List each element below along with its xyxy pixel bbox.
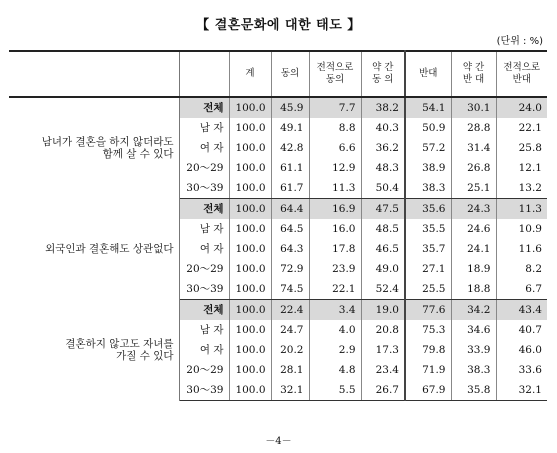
question-label-line: 외국인과 결혼해도 상관없다 <box>45 243 174 255</box>
group-label: 여 자 <box>199 344 224 356</box>
unit-label: (단위 : %) <box>496 36 543 47</box>
cell-somewhat-disagree: 33.9 <box>451 340 496 360</box>
cell-strongly-disagree: 11.3 <box>496 199 547 220</box>
header-agree: 동의 <box>271 51 309 97</box>
cell-strongly-disagree: 25.8 <box>496 138 547 158</box>
cell-agree: 45.9 <box>271 97 309 118</box>
cell-total: 100.0 <box>229 118 271 138</box>
cell-strongly-disagree: 22.1 <box>496 118 547 138</box>
cell-somewhat-agree: 19.0 <box>361 300 405 321</box>
cell-disagree: 79.8 <box>422 344 446 356</box>
cell-agree: 22.4 <box>271 300 309 321</box>
cell-agree: 20.2 <box>271 340 309 360</box>
cell-disagree: 35.7 <box>422 243 446 255</box>
header-somewhat-disagree-line2: 반 대 <box>462 74 485 85</box>
cell-somewhat-agree: 46.5 <box>361 239 405 259</box>
cell-somewhat-disagree: 24.1 <box>451 239 496 259</box>
cell-disagree: 25.5 <box>405 279 451 300</box>
cell-strongly-agree: 5.5 <box>309 380 361 401</box>
header-group <box>179 51 229 97</box>
cell-total: 100.0 <box>229 178 271 199</box>
cell-somewhat-disagree: 24.6 <box>451 219 496 239</box>
cell-strongly-disagree: 8.2 <box>496 259 547 279</box>
cell-strongly-agree: 6.6 <box>309 138 361 158</box>
header-strongly-agree-line1: 전적으로 <box>316 62 354 73</box>
cell-somewhat-disagree: 24.3 <box>451 199 496 220</box>
cell-strongly-agree: 16.0 <box>309 219 361 239</box>
group-label: 여 자 <box>199 142 224 154</box>
cell-agree: 32.1 <box>271 380 309 401</box>
cell-strongly-disagree: 12.1 <box>496 158 547 178</box>
cell-somewhat-disagree: 34.6 <box>451 320 496 340</box>
question-label <box>9 300 179 401</box>
cell-total: 100.0 <box>229 320 271 340</box>
cell-total: 100.0 <box>229 279 271 300</box>
cell-strongly-agree: 12.9 <box>309 158 361 178</box>
cell-total: 100.0 <box>229 239 271 259</box>
cell-somewhat-disagree: 28.8 <box>451 118 496 138</box>
header-strongly-disagree <box>496 51 547 97</box>
cell-somewhat-disagree: 31.4 <box>451 138 496 158</box>
cell-disagree: 67.9 <box>405 380 451 401</box>
cell-somewhat-disagree: 18.8 <box>451 279 496 300</box>
cell-disagree: 57.2 <box>422 142 446 154</box>
cell-disagree: 54.1 <box>405 97 451 118</box>
cell-total: 100.0 <box>229 380 271 401</box>
cell-total: 100.0 <box>229 300 271 321</box>
cell-somewhat-disagree: 35.8 <box>451 380 496 401</box>
cell-disagree: 27.1 <box>422 263 446 275</box>
cell-strongly-agree: 7.7 <box>309 97 361 118</box>
header-somewhat-agree-line2: 동 의 <box>372 74 394 85</box>
cell-somewhat-agree: 48.3 <box>361 158 405 178</box>
header-somewhat-agree-line1: 약 간 <box>372 62 394 73</box>
cell-somewhat-disagree: 26.8 <box>451 158 496 178</box>
cell-total: 100.0 <box>229 360 271 380</box>
question-label-line: 남녀가 결혼을 하지 않더라도 <box>41 136 174 149</box>
cell-agree: 74.5 <box>271 279 309 300</box>
header-disagree: 반대 <box>405 51 451 97</box>
cell-disagree: 75.3 <box>422 324 446 336</box>
question-label <box>9 97 179 199</box>
header-total: 계 <box>229 51 271 97</box>
page-number: －4－ <box>265 436 292 447</box>
group-label: 전체 <box>179 199 229 220</box>
cell-somewhat-disagree: 25.1 <box>451 178 496 199</box>
cell-total: 100.0 <box>229 97 271 118</box>
group-label: 남 자 <box>199 223 224 235</box>
question-label-line: 가질 수 있다 <box>116 350 174 362</box>
cell-somewhat-agree: 48.5 <box>361 219 405 239</box>
cell-total: 100.0 <box>229 158 271 178</box>
cell-strongly-disagree: 40.7 <box>496 320 547 340</box>
cell-strongly-agree: 4.0 <box>309 320 361 340</box>
header-strongly-agree-line2: 동의 <box>325 74 345 85</box>
cell-somewhat-disagree: 18.9 <box>451 259 496 279</box>
cell-strongly-disagree: 33.6 <box>496 360 547 380</box>
cell-strongly-agree: 11.3 <box>309 178 361 199</box>
cell-agree: 64.5 <box>271 219 309 239</box>
cell-somewhat-disagree: 30.1 <box>451 97 496 118</box>
cell-strongly-agree: 17.8 <box>309 239 361 259</box>
cell-strongly-disagree: 6.7 <box>496 279 547 300</box>
cell-somewhat-agree: 52.4 <box>361 279 405 300</box>
cell-agree: 61.1 <box>271 158 309 178</box>
cell-somewhat-disagree: 38.3 <box>451 360 496 380</box>
header-strongly-disagree-line1: 전적으로 <box>503 62 541 73</box>
table-row-total <box>9 300 547 321</box>
cell-somewhat-agree: 49.0 <box>361 259 405 279</box>
cell-agree: 24.7 <box>271 320 309 340</box>
cell-somewhat-agree: 20.8 <box>361 320 405 340</box>
group-label: 남 자 <box>199 324 224 336</box>
cell-disagree: 71.9 <box>422 364 446 376</box>
group-label: 여 자 <box>199 243 224 255</box>
cell-somewhat-agree: 50.4 <box>361 178 405 199</box>
header-somewhat-disagree-line1: 약 간 <box>462 62 485 73</box>
cell-somewhat-agree: 23.4 <box>361 360 405 380</box>
cell-agree: 64.4 <box>271 199 309 220</box>
question-label-line: 함께 살 수 있다 <box>102 148 174 161</box>
cell-strongly-agree: 16.9 <box>309 199 361 220</box>
cell-strongly-agree: 23.9 <box>309 259 361 279</box>
cell-somewhat-agree: 26.7 <box>361 380 405 401</box>
cell-strongly-disagree: 43.4 <box>496 300 547 321</box>
cell-total: 100.0 <box>229 259 271 279</box>
cell-agree: 72.9 <box>271 259 309 279</box>
group-label: 20～29 <box>186 364 224 376</box>
question-label <box>9 199 179 300</box>
header-strongly-agree <box>309 51 361 97</box>
group-label: 남 자 <box>199 122 224 134</box>
group-label: 30～39 <box>179 380 229 401</box>
table-row-total <box>9 199 547 220</box>
cell-strongly-disagree: 11.6 <box>496 239 547 259</box>
header-somewhat-disagree <box>451 51 496 97</box>
cell-somewhat-agree: 36.2 <box>361 138 405 158</box>
cell-agree: 61.7 <box>271 178 309 199</box>
cell-strongly-disagree: 46.0 <box>496 340 547 360</box>
cell-strongly-disagree: 32.1 <box>496 380 547 401</box>
header-strongly-disagree-line2: 반대 <box>512 74 531 85</box>
cell-total: 100.0 <box>229 340 271 360</box>
table-title: 【 결혼문화에 대한 태도 】 <box>196 18 361 33</box>
cell-somewhat-agree: 17.3 <box>361 340 405 360</box>
cell-somewhat-agree: 40.3 <box>361 118 405 138</box>
cell-strongly-agree: 22.1 <box>309 279 361 300</box>
cell-strongly-agree: 8.8 <box>309 118 361 138</box>
table-body <box>9 97 547 401</box>
cell-strongly-disagree: 24.0 <box>496 97 547 118</box>
group-label: 전체 <box>179 300 229 321</box>
cell-agree: 64.3 <box>271 239 309 259</box>
table-row-total <box>9 97 547 118</box>
cell-agree: 28.1 <box>271 360 309 380</box>
cell-total: 100.0 <box>229 138 271 158</box>
cell-agree: 42.8 <box>271 138 309 158</box>
group-label: 20～29 <box>186 162 224 174</box>
cell-disagree: 38.9 <box>422 162 446 174</box>
cell-disagree: 35.6 <box>405 199 451 220</box>
cell-agree: 49.1 <box>271 118 309 138</box>
group-label: 20～29 <box>186 263 224 275</box>
cell-strongly-disagree: 13.2 <box>496 178 547 199</box>
cell-disagree: 38.3 <box>405 178 451 199</box>
group-label: 전체 <box>179 97 229 118</box>
cell-disagree: 77.6 <box>405 300 451 321</box>
cell-strongly-agree: 3.4 <box>309 300 361 321</box>
attitude-table <box>9 50 547 401</box>
cell-strongly-disagree: 10.9 <box>496 219 547 239</box>
cell-strongly-agree: 2.9 <box>309 340 361 360</box>
cell-disagree: 35.5 <box>422 223 446 235</box>
cell-disagree: 50.9 <box>422 122 446 134</box>
cell-total: 100.0 <box>229 219 271 239</box>
cell-total: 100.0 <box>229 199 271 220</box>
cell-somewhat-disagree: 34.2 <box>451 300 496 321</box>
group-label: 30～39 <box>179 279 229 300</box>
table-header <box>9 51 547 97</box>
cell-strongly-agree: 4.8 <box>309 360 361 380</box>
question-label-line: 결혼하지 않고도 자녀를 <box>65 338 174 350</box>
group-label: 30～39 <box>179 178 229 199</box>
cell-somewhat-agree: 38.2 <box>361 97 405 118</box>
header-somewhat-agree <box>361 51 405 97</box>
header-question <box>9 51 179 97</box>
cell-somewhat-agree: 47.5 <box>361 199 405 220</box>
